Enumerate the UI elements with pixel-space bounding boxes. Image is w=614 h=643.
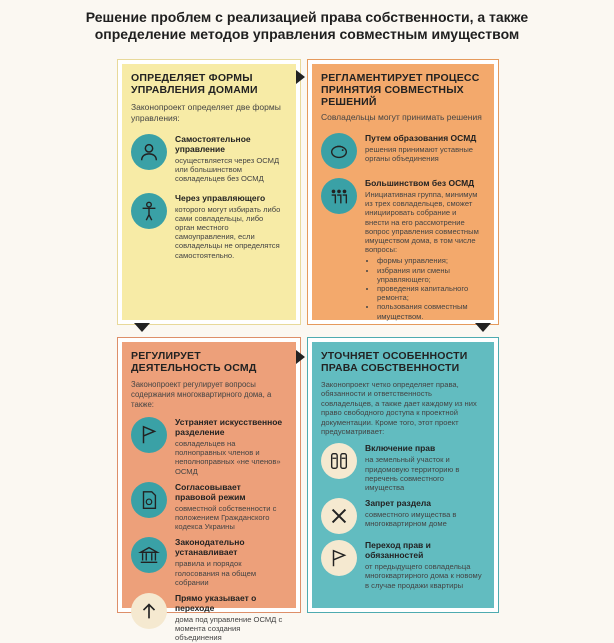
infographic-header — [0, 0, 614, 52]
item-title: Большинством без ОСМД — [365, 178, 475, 188]
item-title: Устраняет искусственное разделение — [175, 417, 283, 437]
arrow-right-1 — [296, 70, 305, 84]
panel-management-forms — [118, 60, 300, 324]
bullet-item: • избрания или смены управляющего; — [377, 266, 482, 284]
item-title: Через управляющего — [175, 192, 266, 203]
item-title: Включение прав — [365, 443, 436, 454]
item-desc: дома под управление ОСМД с момента создания объединения — [175, 615, 283, 643]
group-icon — [321, 178, 357, 214]
building-icon — [131, 537, 167, 573]
item-include-rights — [321, 443, 482, 492]
item-rights-transfer — [321, 540, 482, 590]
person-icon — [131, 134, 167, 170]
item-desc: совместной собственности с положением Гражданского кодекса Украины — [175, 503, 277, 532]
item-self-management — [131, 134, 284, 184]
header-line-2: определение методов управления совместным имуществом — [94, 26, 520, 42]
arrow-down-right — [475, 323, 491, 332]
item-desc: от предыдущего совладельца многоквартирного дома к новому в случае продажи квартиры — [365, 562, 482, 590]
manager-icon — [131, 193, 167, 229]
item-transfer-to-osmd — [131, 593, 284, 643]
header-line-1: Решение проблем с реализацией права собственности, а также — [85, 9, 529, 25]
item-removes-separation — [131, 417, 284, 476]
item-title: Самостоятельное управление — [175, 134, 251, 154]
item-legal-regime — [131, 482, 284, 532]
panel-title: РЕГЛАМЕНТИРУЕТ ПРОЦЕСС ПРИНЯТИЯ СОВМЕСТНЫХ РЕШЕНИЙ — [321, 72, 480, 108]
item-division-ban — [321, 498, 482, 534]
arrow-right-2 — [296, 350, 305, 364]
panel-intro: Совладельцы могут принимать решения — [321, 112, 482, 122]
panel-joint-decisions — [308, 60, 498, 324]
panel-title: УТОЧНЯЕТ ОСОБЕННОСТИ ПРАВА СОБСТВЕННОСТИ — [321, 350, 468, 374]
panel-intro: Законопроект определяет две формы управления: — [131, 102, 281, 123]
item-title: Переход прав и обязанностей — [365, 540, 431, 561]
document-icon — [131, 482, 167, 518]
item-via-osmd — [321, 133, 482, 169]
arrow-down-left — [134, 323, 150, 332]
item-voting-rules — [131, 537, 284, 587]
transfer-flag-icon — [321, 540, 357, 576]
item-majority-without-osmd — [321, 178, 482, 321]
panel-intro: Законопроект регулирует вопросы содержания многоквартирного дома, а также: — [131, 380, 272, 409]
item-desc: совместного имущества в многоквартирном доме — [365, 510, 457, 529]
panel-ownership-specifics — [308, 338, 498, 612]
flag-icon — [131, 417, 167, 453]
panel-intro: Законопроект четко определяет права, обязанности и ответственность совладельцев, а также дает каждому из них право свободного доступа к проектной документации. Кроме того, этот проект предусматривает: — [321, 380, 477, 437]
item-desc: которого могут избирать либо сами совладельцы, либо орган местного самоуправления, если совладельцы не определятся самостоятельно. — [175, 204, 281, 260]
item-desc: Инициативная группа, минимум из трех совладельцев, сможет инициировать собрание и внести на его рассмотрение вопрос управления совместным имуществом дома, в том числе вопросы: — [365, 190, 479, 255]
bullet-item: • формы управления; — [377, 256, 482, 265]
item-desc: решения принимают уставные органы объединения — [365, 145, 474, 164]
bullet-item: • пользования совместным имуществом. — [377, 302, 482, 320]
item-title: Прямо указывает о переходе — [175, 593, 257, 614]
panel-title: РЕГУЛИРУЕТ ДЕЯТЕЛЬНОСТЬ ОСМД — [131, 350, 257, 374]
item-desc: правила и порядок голосования на общем собрании — [175, 559, 257, 587]
item-title: Запрет раздела — [365, 498, 432, 509]
panel-title: ОПРЕДЕЛЯЕТ ФОРМЫ УПРАВЛЕНИЯ ДОМАМИ — [131, 72, 258, 96]
item-desc: на земельный участок и придомовую территорию в перечень совместного имущества — [365, 455, 460, 493]
rights-icon — [321, 443, 357, 479]
bullet-item: • проведения капитального ремонта; — [377, 284, 482, 302]
item-desc: осуществляется через ОСМД или большинством совладельцев без ОСМД — [175, 156, 280, 184]
piggy-bank-icon — [321, 133, 357, 169]
prohibit-icon — [321, 498, 357, 534]
item-title: Законодательно устанавливает — [175, 537, 245, 558]
arrow-up-icon — [131, 593, 167, 629]
panel-osmd-activity — [118, 338, 300, 643]
item-title: Согласовывает правовой режим — [175, 481, 246, 502]
item-title: Путем образования ОСМД — [365, 133, 477, 143]
bullet-list — [365, 256, 482, 320]
item-through-manager — [131, 193, 284, 260]
item-desc: совладельцев на полноправных членов и неполноправных «не членов» ОСМД — [175, 439, 281, 476]
